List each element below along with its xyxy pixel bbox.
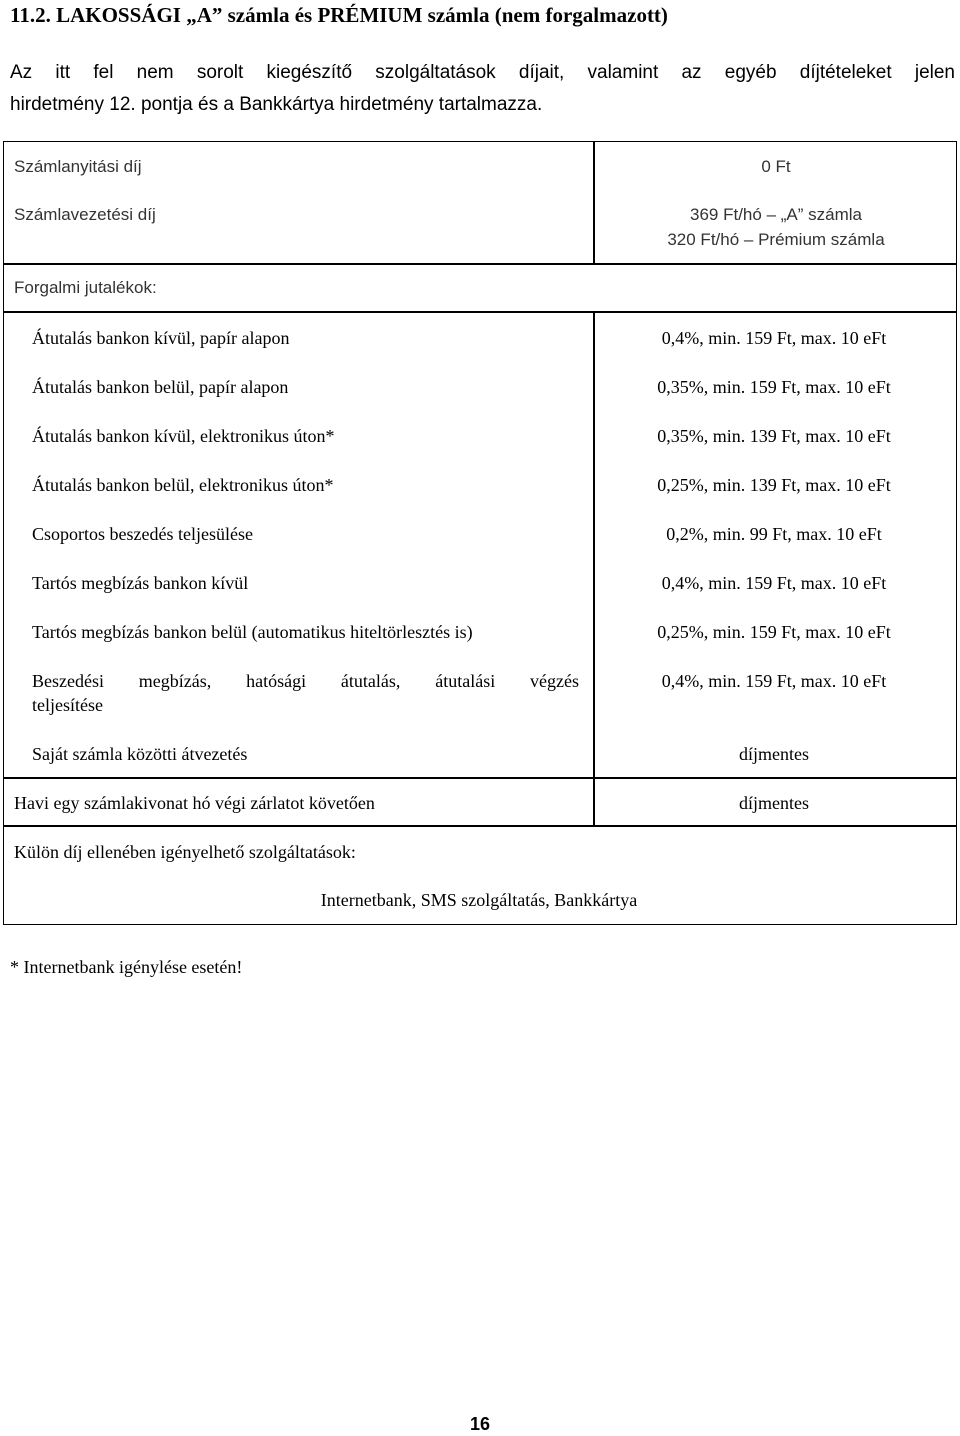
statement-value: díjmentes	[739, 793, 809, 813]
intro-paragraph	[10, 57, 955, 121]
intro-line-1: Az itt fel nem sorolt kiegészítő szolgáltatások díjait, valamint az egyéb díjtételeket jelen	[10, 62, 955, 83]
maintenance-fee-label: Számlavezetési díj	[14, 205, 156, 224]
commission-row-label: Átutalás bankon belül, papír alapon	[32, 377, 289, 397]
maintenance-fee-value-a: 369 Ft/hó – „A” számla	[690, 205, 862, 224]
commission-row-label: Tartós megbízás bankon belül (automatikus hiteltörlesztés is)	[32, 622, 473, 642]
commission-row-value: 0,4%, min. 159 Ft, max. 10 eFt	[661, 573, 887, 593]
commission-row-value: 0,35%, min. 139 Ft, max. 10 eFt	[657, 426, 891, 446]
commission-row-label: Saját számla közötti átvezetés	[32, 744, 248, 764]
extra-services-title: Külön díj ellenében igényelhető szolgáltatások:	[14, 842, 356, 862]
commission-row-label-line2: teljesítése	[32, 695, 103, 715]
commission-row-value: 0,35%, min. 159 Ft, max. 10 eFt	[657, 377, 891, 397]
commission-row-value: 0,4%, min. 159 Ft, max. 10 eFt	[661, 328, 887, 348]
commission-row-label: Átutalás bankon belül, elektronikus úton*	[32, 475, 334, 495]
page-number: 16	[469, 1414, 491, 1434]
maintenance-fee-value-premium: 320 Ft/hó – Prémium számla	[667, 230, 885, 249]
intro-line-2: hirdetmény 12. pontja és a Bankkártya hirdetmény tartalmazza.	[10, 94, 543, 115]
commission-title: Forgalmi jutalékok:	[14, 278, 157, 297]
opening-fee-label: Számlanyitási díj	[14, 157, 142, 176]
commission-row-value: 0,25%, min. 139 Ft, max. 10 eFt	[657, 475, 891, 495]
commission-row-label: Átutalás bankon kívül, papír alapon	[32, 328, 290, 348]
commission-row-label-line1: Beszedési megbízás, hatósági átutalás, átutalási végzés	[32, 671, 579, 691]
commission-row-label: Átutalás bankon kívül, elektronikus úton*	[32, 426, 335, 446]
commission-row-value: díjmentes	[739, 744, 809, 764]
opening-fee-value: 0 Ft	[761, 157, 791, 176]
commission-row-value: 0,4%, min. 159 Ft, max. 10 eFt	[661, 671, 887, 691]
extra-services-list: Internetbank, SMS szolgáltatás, Bankkártya	[320, 890, 638, 910]
commission-row-label: Csoportos beszedés teljesülése	[32, 524, 253, 544]
commission-row-label: Tartós megbízás bankon kívül	[32, 573, 249, 593]
commission-row-value: 0,25%, min. 159 Ft, max. 10 eFt	[657, 622, 891, 642]
section-heading: 11.2. LAKOSSÁGI „A” számla és PRÉMIUM számla (nem forgalmazott)	[10, 3, 668, 27]
commission-row-value: 0,2%, min. 99 Ft, max. 10 eFt	[666, 524, 882, 544]
footnote: * Internetbank igénylése esetén!	[10, 957, 243, 977]
statement-label: Havi egy számlakivonat hó végi zárlatot követően	[14, 793, 375, 813]
